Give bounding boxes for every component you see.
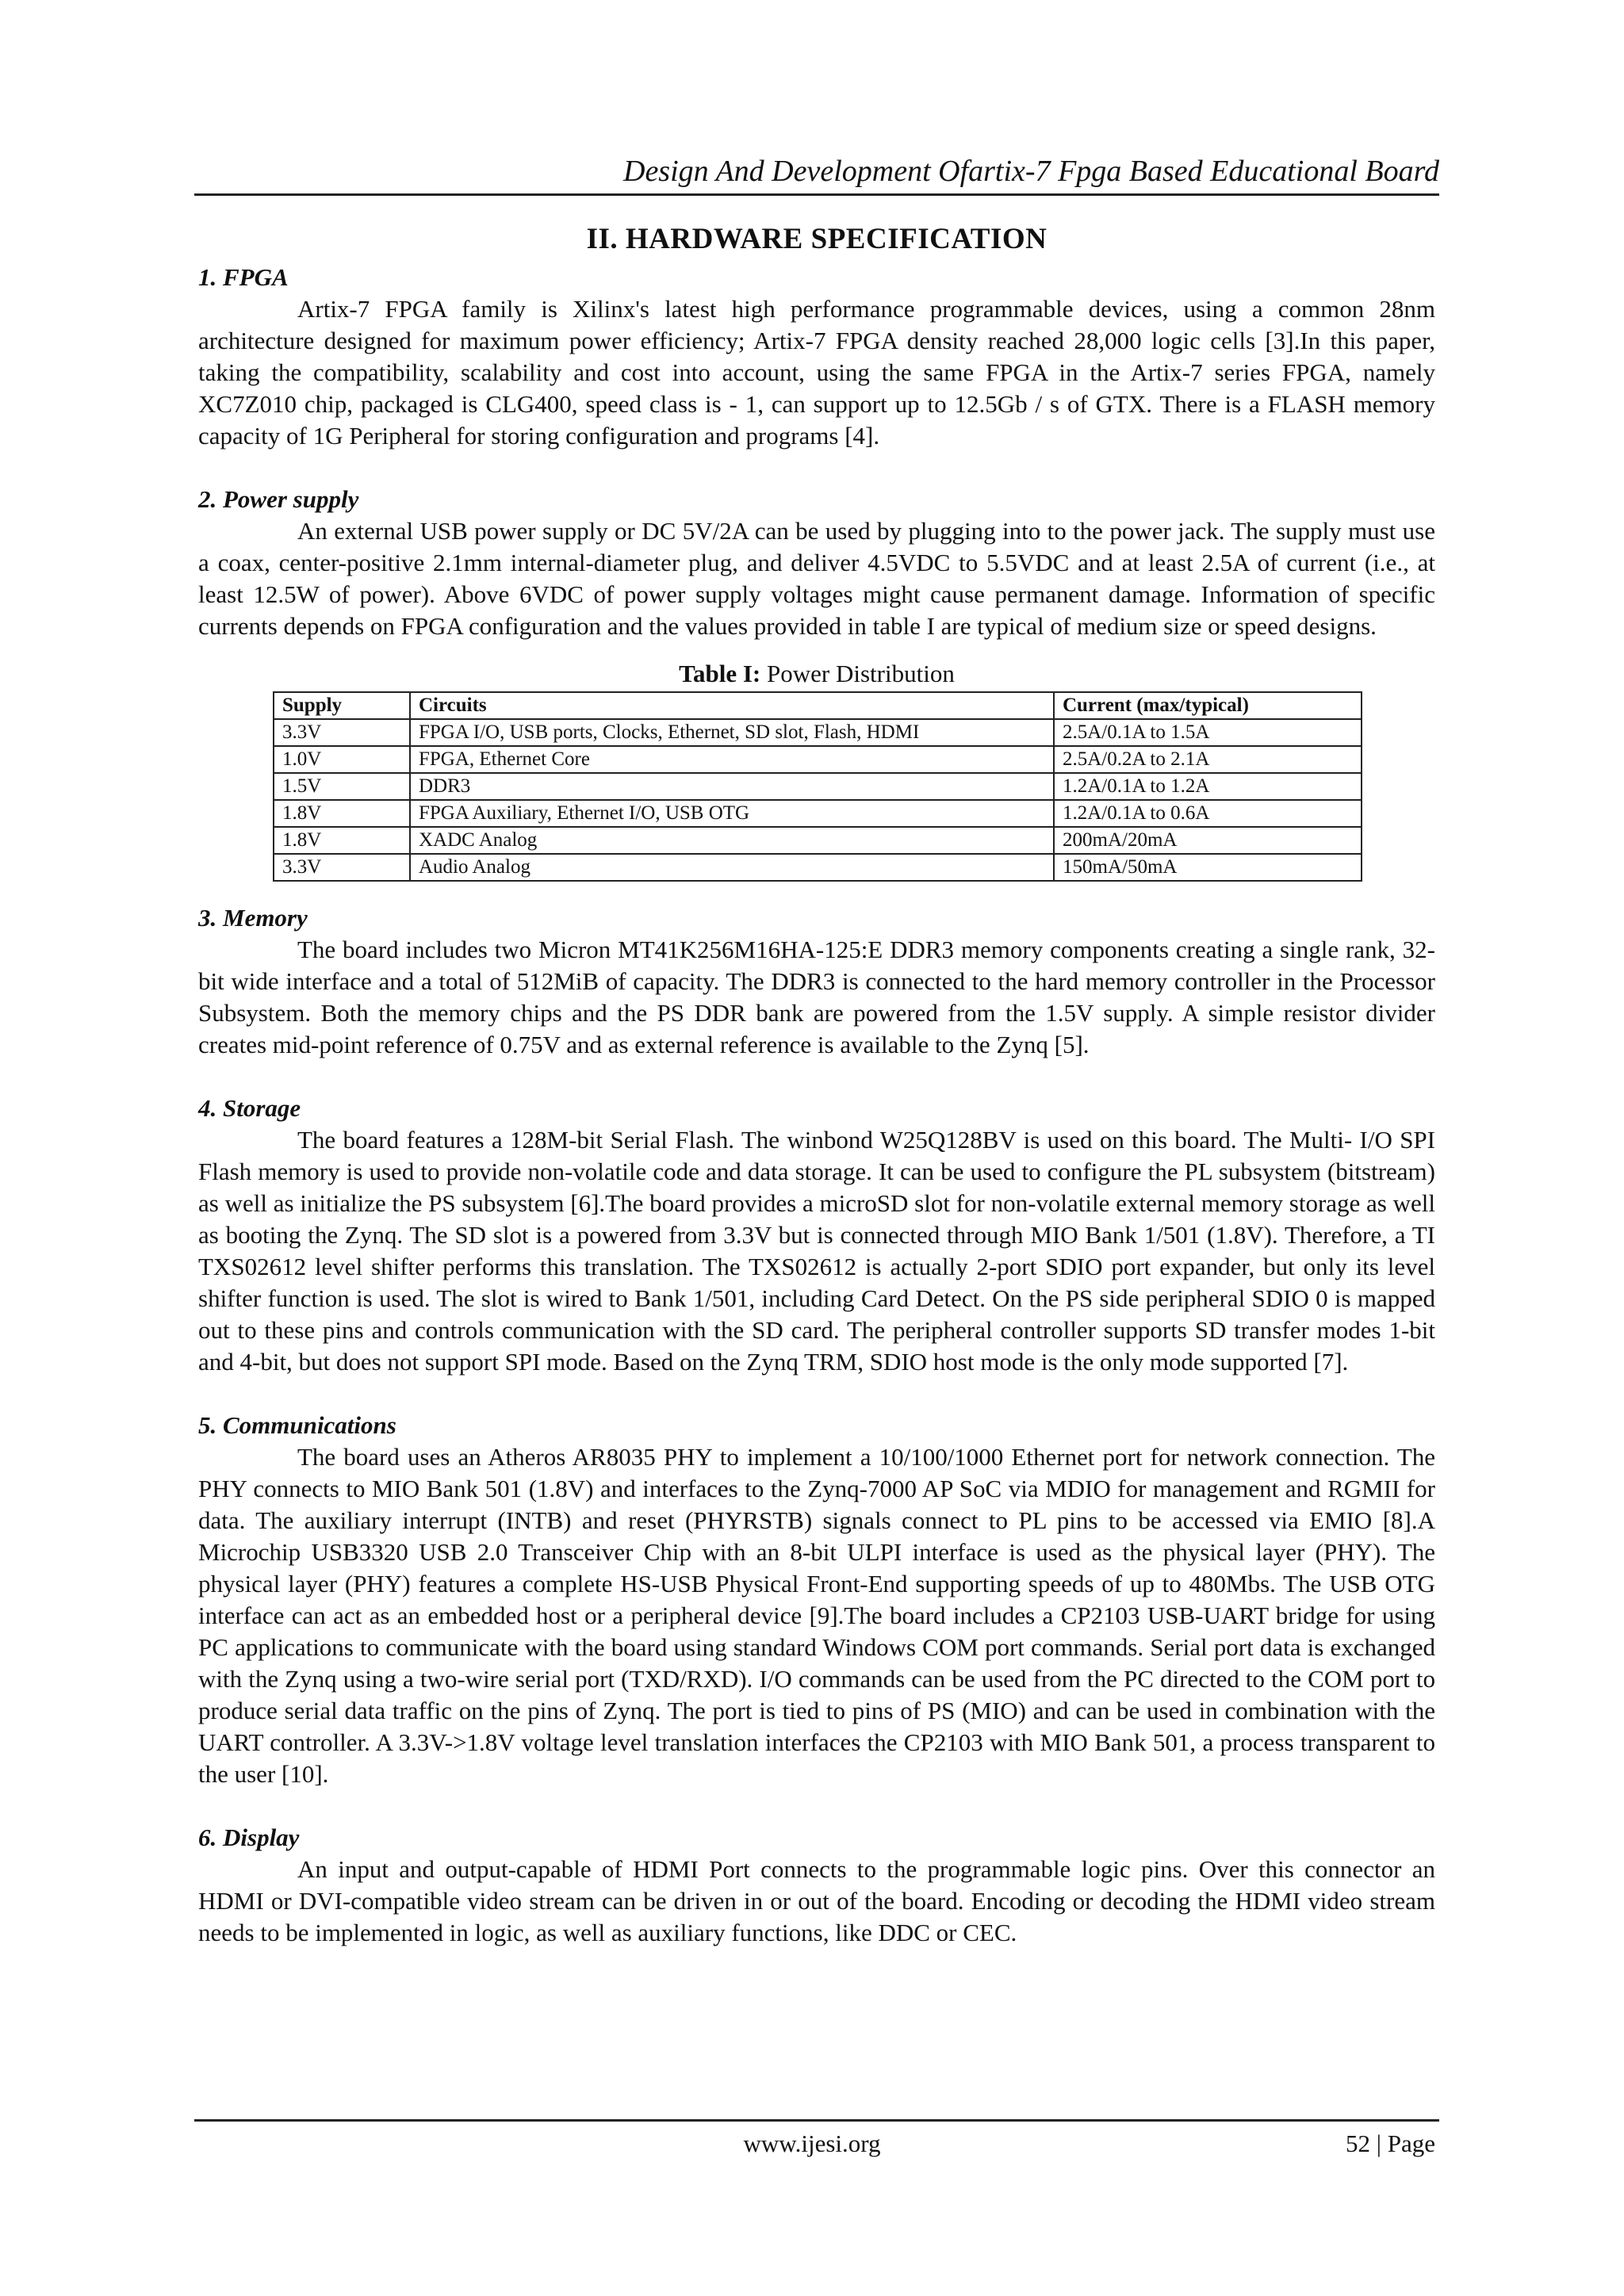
table-cell: 2.5A/0.2A to 2.1A [1054, 746, 1362, 773]
table-cell: 1.2A/0.1A to 1.2A [1054, 773, 1362, 800]
paragraph-communications: The board uses an Atheros AR8035 PHY to implement a 10/100/1000 Ethernet port for network connection. The PHY connects to MIO Bank 501 (1.8V) and interfaces to the Zynq-7000 AP SoC via MDIO for management and RGMII for data. The auxiliary interrupt (INTB) and reset (PHYRSTB) signals connect to PL pins to be accessed via EMIO [8].A Microchip USB3320 USB 2.0 Transceiver Chip with an 8-bit ULPI interface is used as the physical layer (PHY). The physical layer (PHY) features a complete HS-USB Physical Front-End supporting speeds of up to 480Mbs. The USB OTG interface can act as an embedded host or a peripheral device [9].The board includes a CP2103 USB-UART bridge for using PC applications to communicate with the board using standard Windows COM port commands. Serial port data is exchanged with the Zynq using a two-wire serial port (TXD/RXD). I/O commands can be used from the PC directed to the COM port to produce serial data traffic on the pins of Zynq. The port is tied to pins of PS (MIO) and can be used in combination with the UART controller. A 3.3V->1.8V voltage level translation interfaces the CP2103 with MIO Bank 501, a process transparent to the user [10]. [198, 1443, 1435, 1788]
paragraph-display: An input and output-capable of HDMI Port connects to the programmable logic pins. Over this connector an HDMI or DVI-compatible video stream can be driven in or out of the board. Encoding or decoding the HDMI video stream needs to be implemented in logic, as well as auxiliary functions, like DDC or CEC. [198, 1855, 1435, 1946]
footer-rule [194, 2119, 1439, 2122]
table-cell: XADC Analog [410, 827, 1054, 854]
table-cell: 3.3V [274, 719, 410, 746]
subheading-fpga: 1. FPGA [198, 263, 289, 291]
table-caption-label: Table I: [679, 660, 761, 687]
table-cell: 1.5V [274, 773, 410, 800]
column-header-supply: Supply [274, 692, 410, 719]
table-cell: DDR3 [410, 773, 1054, 800]
table-caption-text: Power Distribution [760, 660, 955, 687]
paragraph-storage: The board features a 128M-bit Serial Flash. The winbond W25Q128BV is used on this board. The Multi- I/O SPI Flash memory is used to provide non-volatile code and data storage. It can be used to configure the PL subsystem (bitstream) as well as initialize the PS subsystem [6].The board provides a microSD slot for non-volatile external memory storage as well as booting the Zynq. The SD slot is a powered from 3.3V but is connected through MIO Bank 1/501 (1.8V). Therefore, a TI TXS02612 level shifter performs this translation. The TXS02612 is actually 2-port SDIO port expander, but only its level shifter function is used. The slot is wired to Bank 1/501, including Card Detect. On the PS side peripheral SDIO 0 is mapped out to these pins and controls communication with the SD card. The peripheral controller supports SD transfer modes 1-bit and 4-bit, but does not support SPI mode. Based on the Zynq TRM, SDIO host mode is the only mode supported [7]. [198, 1126, 1435, 1376]
subheading-storage: 4. Storage [198, 1094, 301, 1122]
table-cell: FPGA Auxiliary, Ethernet I/O, USB OTG [410, 800, 1054, 827]
table-cell: 1.2A/0.1A to 0.6A [1054, 800, 1362, 827]
paragraph-fpga: Artix-7 FPGA family is Xilinx's latest high performance programmable devices, using a common 28nm architecture designed for maximum power efficiency; Artix-7 FPGA density reached 28,000 logic cells [3].In this paper, taking the compatibility, scalability and cost into account, using the same FPGA in the Artix-7 series FPGA, namely XC7Z010 chip, packaged is CLG400, speed class is - 1, can support up to 12.5Gb / s of GTX. There is a FLASH memory capacity of 1G Peripheral for storing configuration and programs [4]. [198, 295, 1435, 450]
table-cell: 200mA/20mA [1054, 827, 1362, 854]
table-cell: 1.8V [274, 827, 410, 854]
table-row [274, 854, 1362, 881]
running-header: Design And Development Ofartix-7 Fpga Based Educational Board [623, 155, 1439, 188]
table-row [274, 719, 1362, 746]
column-header-circuits: Circuits [410, 692, 1054, 719]
document-body [198, 219, 1435, 1949]
table-cell: FPGA, Ethernet Core [410, 746, 1054, 773]
table-header-row [274, 692, 1362, 719]
table-row [274, 746, 1362, 773]
table-row [274, 827, 1362, 854]
paragraph-memory: The board includes two Micron MT41K256M16HA-125:E DDR3 memory components creating a single rank, 32-bit wide interface and a total of 512MiB of capacity. The DDR3 is connected to the hard memory controller in the Processor Subsystem. Both the memory chips and the PS DDR bank are powered from the 1.5V supply. A simple resistor divider creates mid-point reference of 0.75V and as external reference is available to the Zynq [5]. [198, 936, 1435, 1058]
subheading-power-supply: 2. Power supply [198, 485, 359, 513]
footer-url: www.ijesi.org [743, 2130, 881, 2157]
subheading-communications: 5. Communications [198, 1411, 396, 1439]
table-row [274, 800, 1362, 827]
table-cell: 3.3V [274, 854, 410, 881]
table-cell: 150mA/50mA [1054, 854, 1362, 881]
table-cell: 2.5A/0.1A to 1.5A [1054, 719, 1362, 746]
subheading-display: 6. Display [198, 1823, 300, 1851]
paragraph-power-supply: An external USB power supply or DC 5V/2A can be used by plugging into to the power jack. The supply must use a coax, center-positive 2.1mm internal-diameter plug, and deliver 4.5VDC to 5.5VDC and at least 2.5A of current (i.e., at least 12.5W of power). Above 6VDC of power supply voltages might cause permanent damage. Information of specific currents depends on FPGA configuration and the values provided in table I are typical of medium size or speed designs. [198, 517, 1435, 640]
subheading-memory: 3. Memory [198, 904, 308, 932]
header-rule [194, 193, 1439, 196]
footer-page-number: 52 | Page [1346, 2130, 1435, 2157]
table-caption [198, 658, 1435, 690]
table-row [274, 773, 1362, 800]
section-title: II. HARDWARE SPECIFICATION [586, 223, 1048, 255]
table-cell: Audio Analog [410, 854, 1054, 881]
table-cell: FPGA I/O, USB ports, Clocks, Ethernet, SD slot, Flash, HDMI [410, 719, 1054, 746]
table-cell: 1.0V [274, 746, 410, 773]
table-cell: 1.8V [274, 800, 410, 827]
power-distribution-table [273, 691, 1362, 882]
column-header-current: Current (max/typical) [1054, 692, 1362, 719]
